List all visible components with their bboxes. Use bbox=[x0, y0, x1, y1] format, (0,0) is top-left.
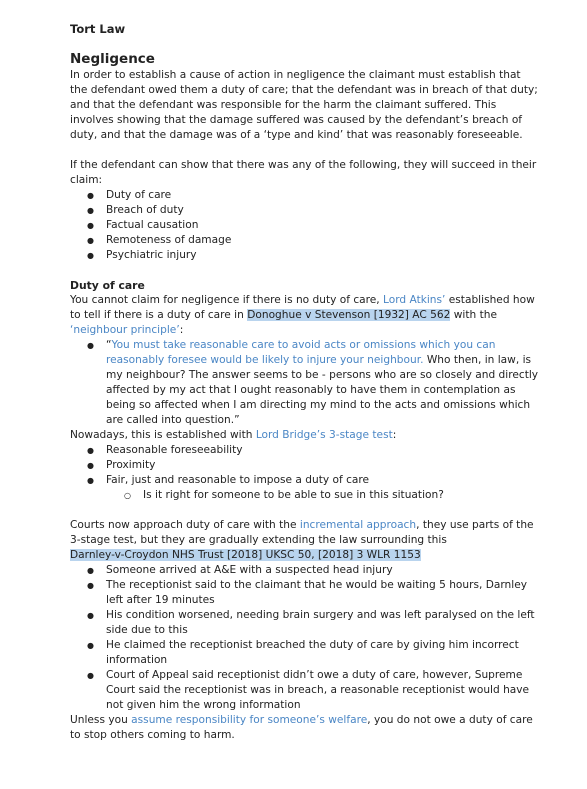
list-item: ● Psychiatric injury bbox=[70, 248, 540, 263]
quote-highlight-text: You must take reasonable care to avoid acts or omissions which you can reasonably foresee would be likely to injure your neighbour. bbox=[106, 339, 496, 366]
list-item: ● Reasonable foreseeability bbox=[70, 443, 540, 458]
list-item: ● Proximity bbox=[70, 458, 540, 473]
text: Who then, in law, is my neighbour? The answer seems to be - persons who are so closely and directly affected by my act that I ought reasonably to have them in contemplation as being so affected when I am directing my mind to the acts and omissions which are called into question.” bbox=[106, 354, 539, 426]
text: You cannot claim for negligence if there is no duty of care, bbox=[70, 294, 384, 306]
list-item: ○ Is it right for someone to be able to sue in this situation? bbox=[70, 488, 540, 503]
document-title: Tort Law bbox=[70, 22, 126, 36]
text: established how to tell if there is a duty of care in bbox=[70, 294, 535, 321]
text: , they use parts of the 3-stage test, but they are gradually extending the law surrounding this bbox=[70, 519, 534, 546]
duty-paragraph-2 bbox=[70, 428, 540, 443]
list-item: ● Factual causation bbox=[70, 218, 540, 233]
neighbour-quote bbox=[70, 338, 540, 428]
duty-paragraph-3 bbox=[70, 518, 540, 548]
neighbour-principle-link[interactable]: ‘neighbour principle’ bbox=[70, 324, 180, 336]
text: , you do not owe a duty of care to stop others coming to harm. bbox=[70, 714, 533, 741]
list-item: ● Court of Appeal said receptionist didn’t owe a duty of care, however, Supreme Court said the receptionist was in breach, a reasonable receptionist would have not given him the wrong information bbox=[70, 668, 540, 713]
text: “ bbox=[106, 339, 112, 351]
facts-list bbox=[70, 563, 540, 713]
sub-list bbox=[70, 488, 540, 503]
list-item: ● Fair, just and reasonable to impose a duty of care bbox=[70, 473, 540, 488]
text: with the bbox=[450, 309, 497, 321]
list-item: ● Remoteness of damage bbox=[70, 233, 540, 248]
lord-atkins-link[interactable]: Lord Atkins’ bbox=[383, 294, 446, 306]
duty-of-care-heading: Duty of care bbox=[70, 279, 145, 292]
list-item: ● Duty of care bbox=[70, 188, 540, 203]
list-item: ● His condition worsened, needing brain surgery and was left paralysed on the left side due to this bbox=[70, 608, 540, 638]
duty-paragraph-1 bbox=[70, 293, 540, 338]
defences-intro: If the defendant can show that there was any of the following, they will succeed in their claim: bbox=[70, 159, 537, 186]
list-item: ● Someone arrived at A&E with a suspected head injury bbox=[70, 563, 540, 578]
case-citation-highlight: Donoghue v Stevenson [1932] AC 562 bbox=[247, 309, 451, 321]
stages-list bbox=[70, 443, 540, 488]
case-citation-highlight: Darnley-v-Croydon NHS Trust [2018] UKSC 50, [2018] 3 WLR 1153 bbox=[70, 549, 421, 561]
defences-list bbox=[70, 188, 540, 263]
list-item: ● The receptionist said to the claimant that he would be waiting 5 hours, Darnley left after 19 minutes bbox=[70, 578, 540, 608]
list-item: ● He claimed the receptionist breached the duty of care by giving him incorrect information bbox=[70, 638, 540, 668]
text: : bbox=[392, 429, 397, 441]
negligence-heading: Negligence bbox=[70, 51, 155, 67]
text: : bbox=[179, 324, 184, 336]
incremental-approach-link[interactable]: incremental approach bbox=[299, 519, 417, 531]
text: Unless you bbox=[70, 714, 132, 726]
negligence-intro: In order to establish a cause of action in negligence the claimant must establish that the defendant owed them a duty of care; that the defendant was in breach of that duty; and that the defendant was responsible for the harm the claimant suffered. This involves showing that the damage suffered was caused by the defendant’s breach of duty, and that the damage was of a ‘type and kind’ that was reasonably foreseeable. bbox=[70, 69, 538, 141]
quote-list bbox=[70, 338, 540, 428]
assume-responsibility-link[interactable]: assume responsibility for someone’s welfare bbox=[131, 714, 368, 726]
document-page bbox=[70, 22, 540, 743]
list-item: ● Breach of duty bbox=[70, 203, 540, 218]
text: Courts now approach duty of care with the bbox=[70, 519, 300, 531]
duty-paragraph-4 bbox=[70, 713, 540, 743]
text: Nowadays, this is established with bbox=[70, 429, 256, 441]
case-citation-line bbox=[70, 548, 540, 563]
lord-bridge-link[interactable]: Lord Bridge’s 3-stage test bbox=[255, 429, 393, 441]
